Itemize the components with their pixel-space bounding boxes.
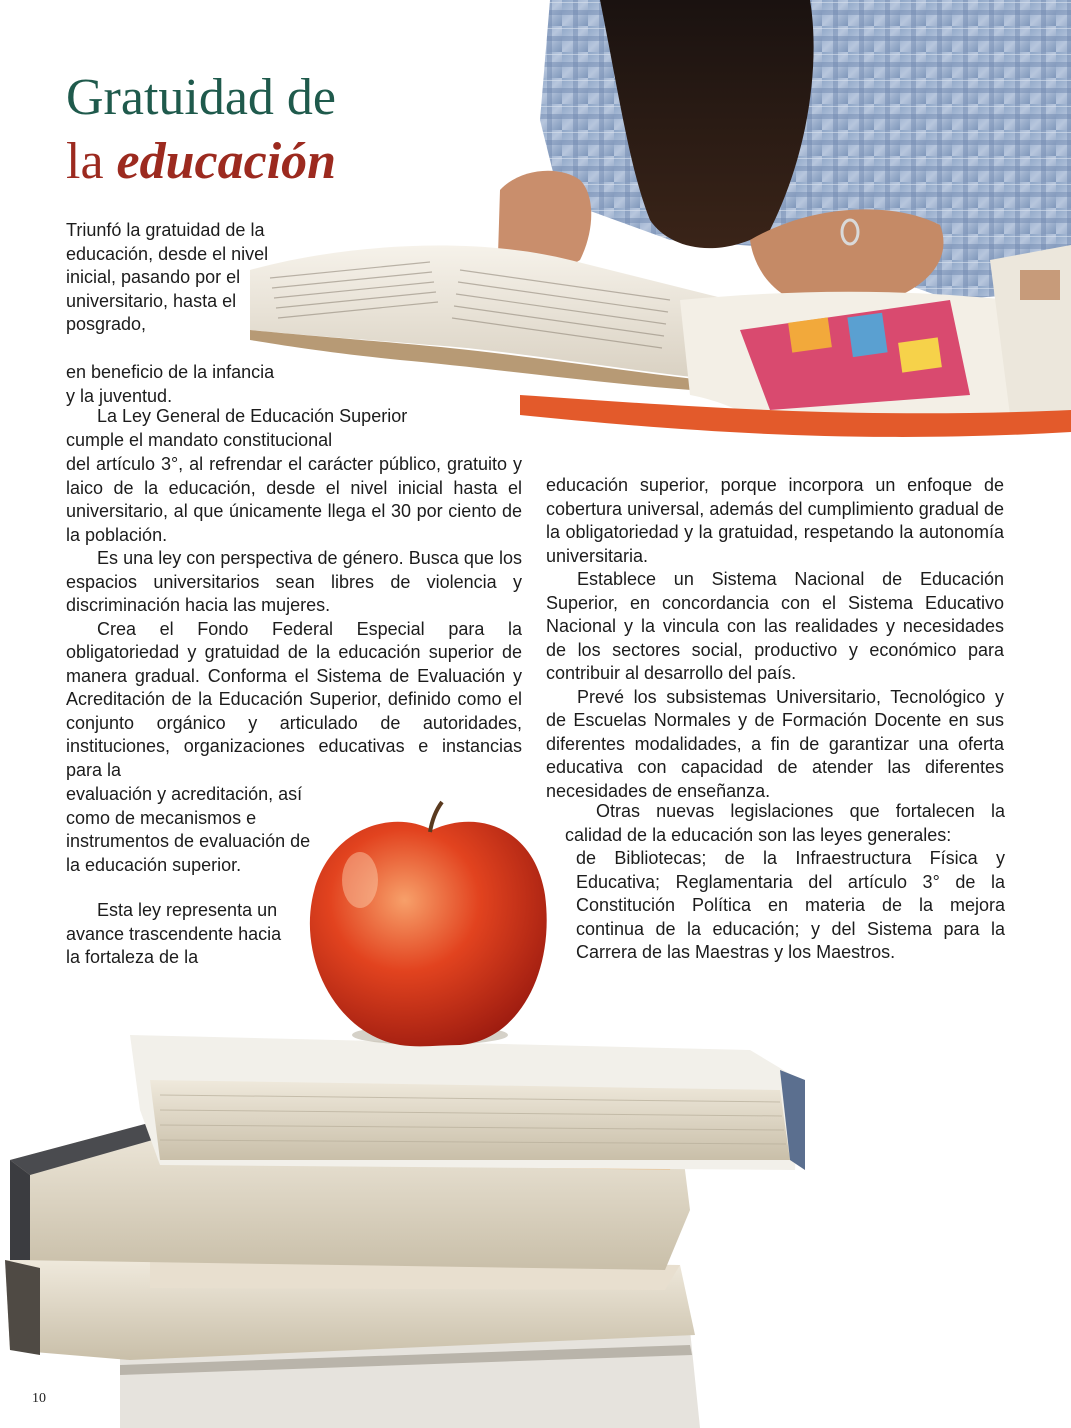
col2-paragraph-4-tail: de Bibliotecas; de la Infraestructura Física y Educativa; Reglamentaria del artículo 3° de la Constitución Política en materia de la mejora continua de la educación; y del Sistema para la Carrera de las Maestras y los Maestros. (576, 848, 1005, 962)
apple-on-books-image (0, 790, 820, 1428)
page-title (66, 66, 336, 194)
title-line-2-plain: la (66, 133, 104, 190)
col1-paragraph-3: Crea el Fondo Federal Especial para la obligatoriedad y gratuidad de la educación superior de manera gradual. Conforma el Sistema de Evaluación y Acreditación de la Educación Superior, definido como el conjunto orgánico y articulado de autoridades, instituciones, organizaciones educativas e instancias para la (66, 618, 522, 780)
student-reading-books-image (250, 0, 1071, 445)
col1-paragraph-3-tail: evaluación y acreditación, así como de mecanismos e instrumentos de evaluación de la educación superior. (66, 784, 311, 875)
col2-paragraph-2: Establece un Sistema Nacional de Educación Superior, en concordancia con el Sistema Educativo Nacional y la vincula con las realidades y necesidades de los sectores social, productivo y económico para contribuir al desarrollo del país. (546, 569, 1004, 683)
page-number: 10 (32, 1391, 46, 1406)
intro-paragraph-tail: en beneficio de la infancia y la juventud. (66, 362, 275, 406)
col2-paragraph-1: educación superior, porque incorpora un enfoque de cobertura universal, además del cumplimiento gradual de la obligatoriedad y la gratuidad, respetando la autonomía universitaria. (546, 475, 1004, 566)
intro-paragraph-top: Triunfó la gratuidad de la educación, desde el nivel inicial, pasando por el universitario, hasta el posgrado, (66, 220, 269, 334)
col1-paragraph-4: Esta ley representa un avance trascendente hacia la fortaleza de la (66, 900, 282, 967)
column-left (66, 453, 522, 782)
title-line-2-emphasis: educación (116, 133, 337, 190)
ley-intro-paragraph: La Ley General de Educación Superior cumple el mandato constitucional (66, 406, 408, 450)
title-line-1: Gratuidad de (66, 69, 337, 126)
col1-paragraph-2: Es una ley con perspectiva de género. Busca que los espacios universitarios sean libres de violencia y discriminación hacia las mujeres. (66, 548, 522, 615)
title-line-2 (66, 133, 336, 190)
col2-paragraph-4-head: Otras nuevas legislaciones que fortalecen la calidad de la educación son las leyes generales: (565, 801, 1005, 845)
col1-paragraph-1: del artículo 3°, al refrendar el carácter público, gratuito y laico de la educación, desde el nivel inicial hasta el universitario, al que únicamente llega el 30 por ciento de la población. (66, 454, 522, 545)
col2-paragraph-3: Prevé los subsistemas Universitario, Tecnológico y de Escuelas Normales y de Formación Docente en sus diferentes modalidades, a fin de garantizar una oferta educativa con capacidad de atender las diferentes necesidades de enseñanza. (546, 686, 1004, 801)
column-right (546, 474, 1004, 803)
